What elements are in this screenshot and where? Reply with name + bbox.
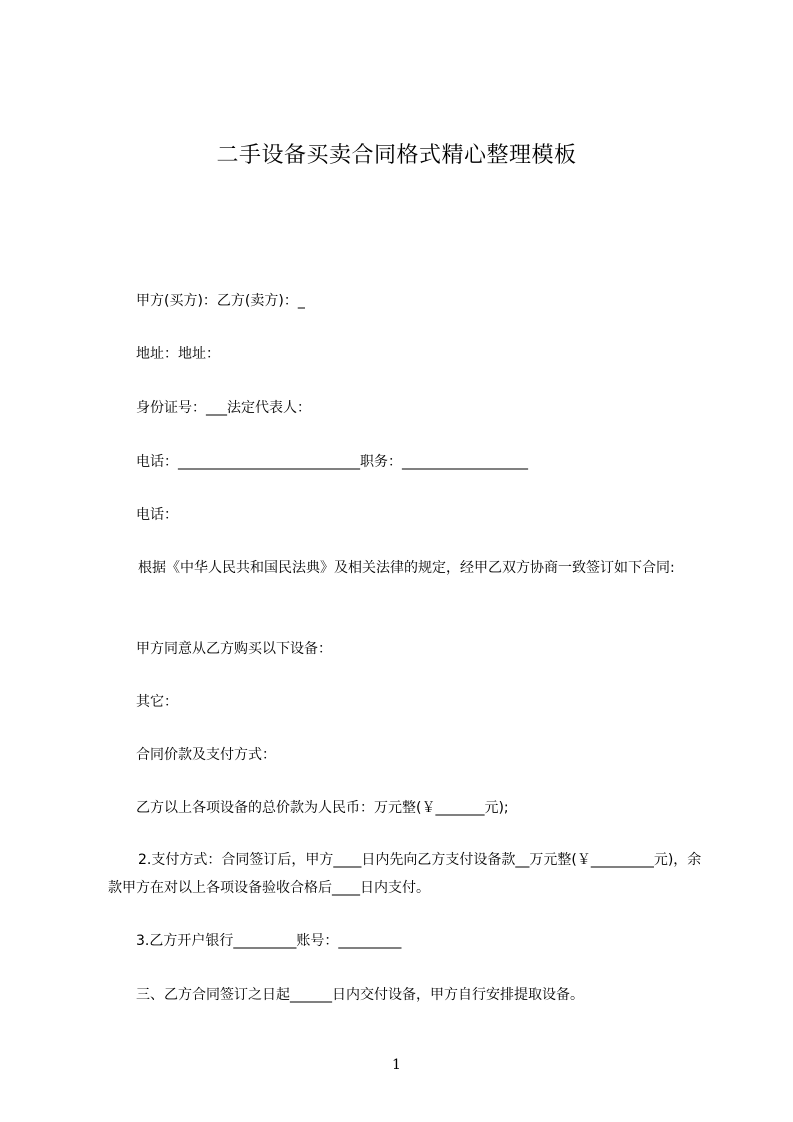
delivery-line: 三、乙方合同签订之日起______日内交付设备，甲方自行安排提取设备。 bbox=[136, 987, 584, 1003]
other-line: 其它： bbox=[136, 694, 178, 710]
page-number: 1 bbox=[392, 1057, 401, 1073]
phone-position-line: 电话：__________________________职务：__________________ bbox=[136, 454, 528, 470]
total-price-line: 乙方以上各项设备的总价款为人民币：万元整(￥_______元); bbox=[136, 800, 509, 816]
address-line: 地址：地址： bbox=[136, 346, 220, 362]
id-number-line: 身份证号：___法定代表人： bbox=[136, 400, 311, 416]
preamble-paragraph: 根据《中华人民共和国民法典》及相关法律的规定，经甲乙双方协商一致签订如下合同: bbox=[138, 560, 675, 576]
purchase-line: 甲方同意从乙方购买以下设备： bbox=[136, 641, 332, 657]
phone-line: 电话： bbox=[136, 507, 178, 523]
payment-paragraph: 2.支付方式：合同签订后，甲方____日内先向乙方支付设备款__万元整(￥_________元)，余款甲方在对以上各项设备验收合格后____日内支付。 bbox=[108, 852, 702, 896]
document-title: 二手设备买卖合同格式精心整理模板 bbox=[216, 143, 577, 168]
parties-line: 甲方(买方)：乙方(卖方)：_ bbox=[136, 293, 305, 309]
bank-line: 3.乙方开户银行_________账号：_________ bbox=[136, 933, 402, 949]
price-header-line: 合同价款及支付方式： bbox=[136, 747, 276, 763]
